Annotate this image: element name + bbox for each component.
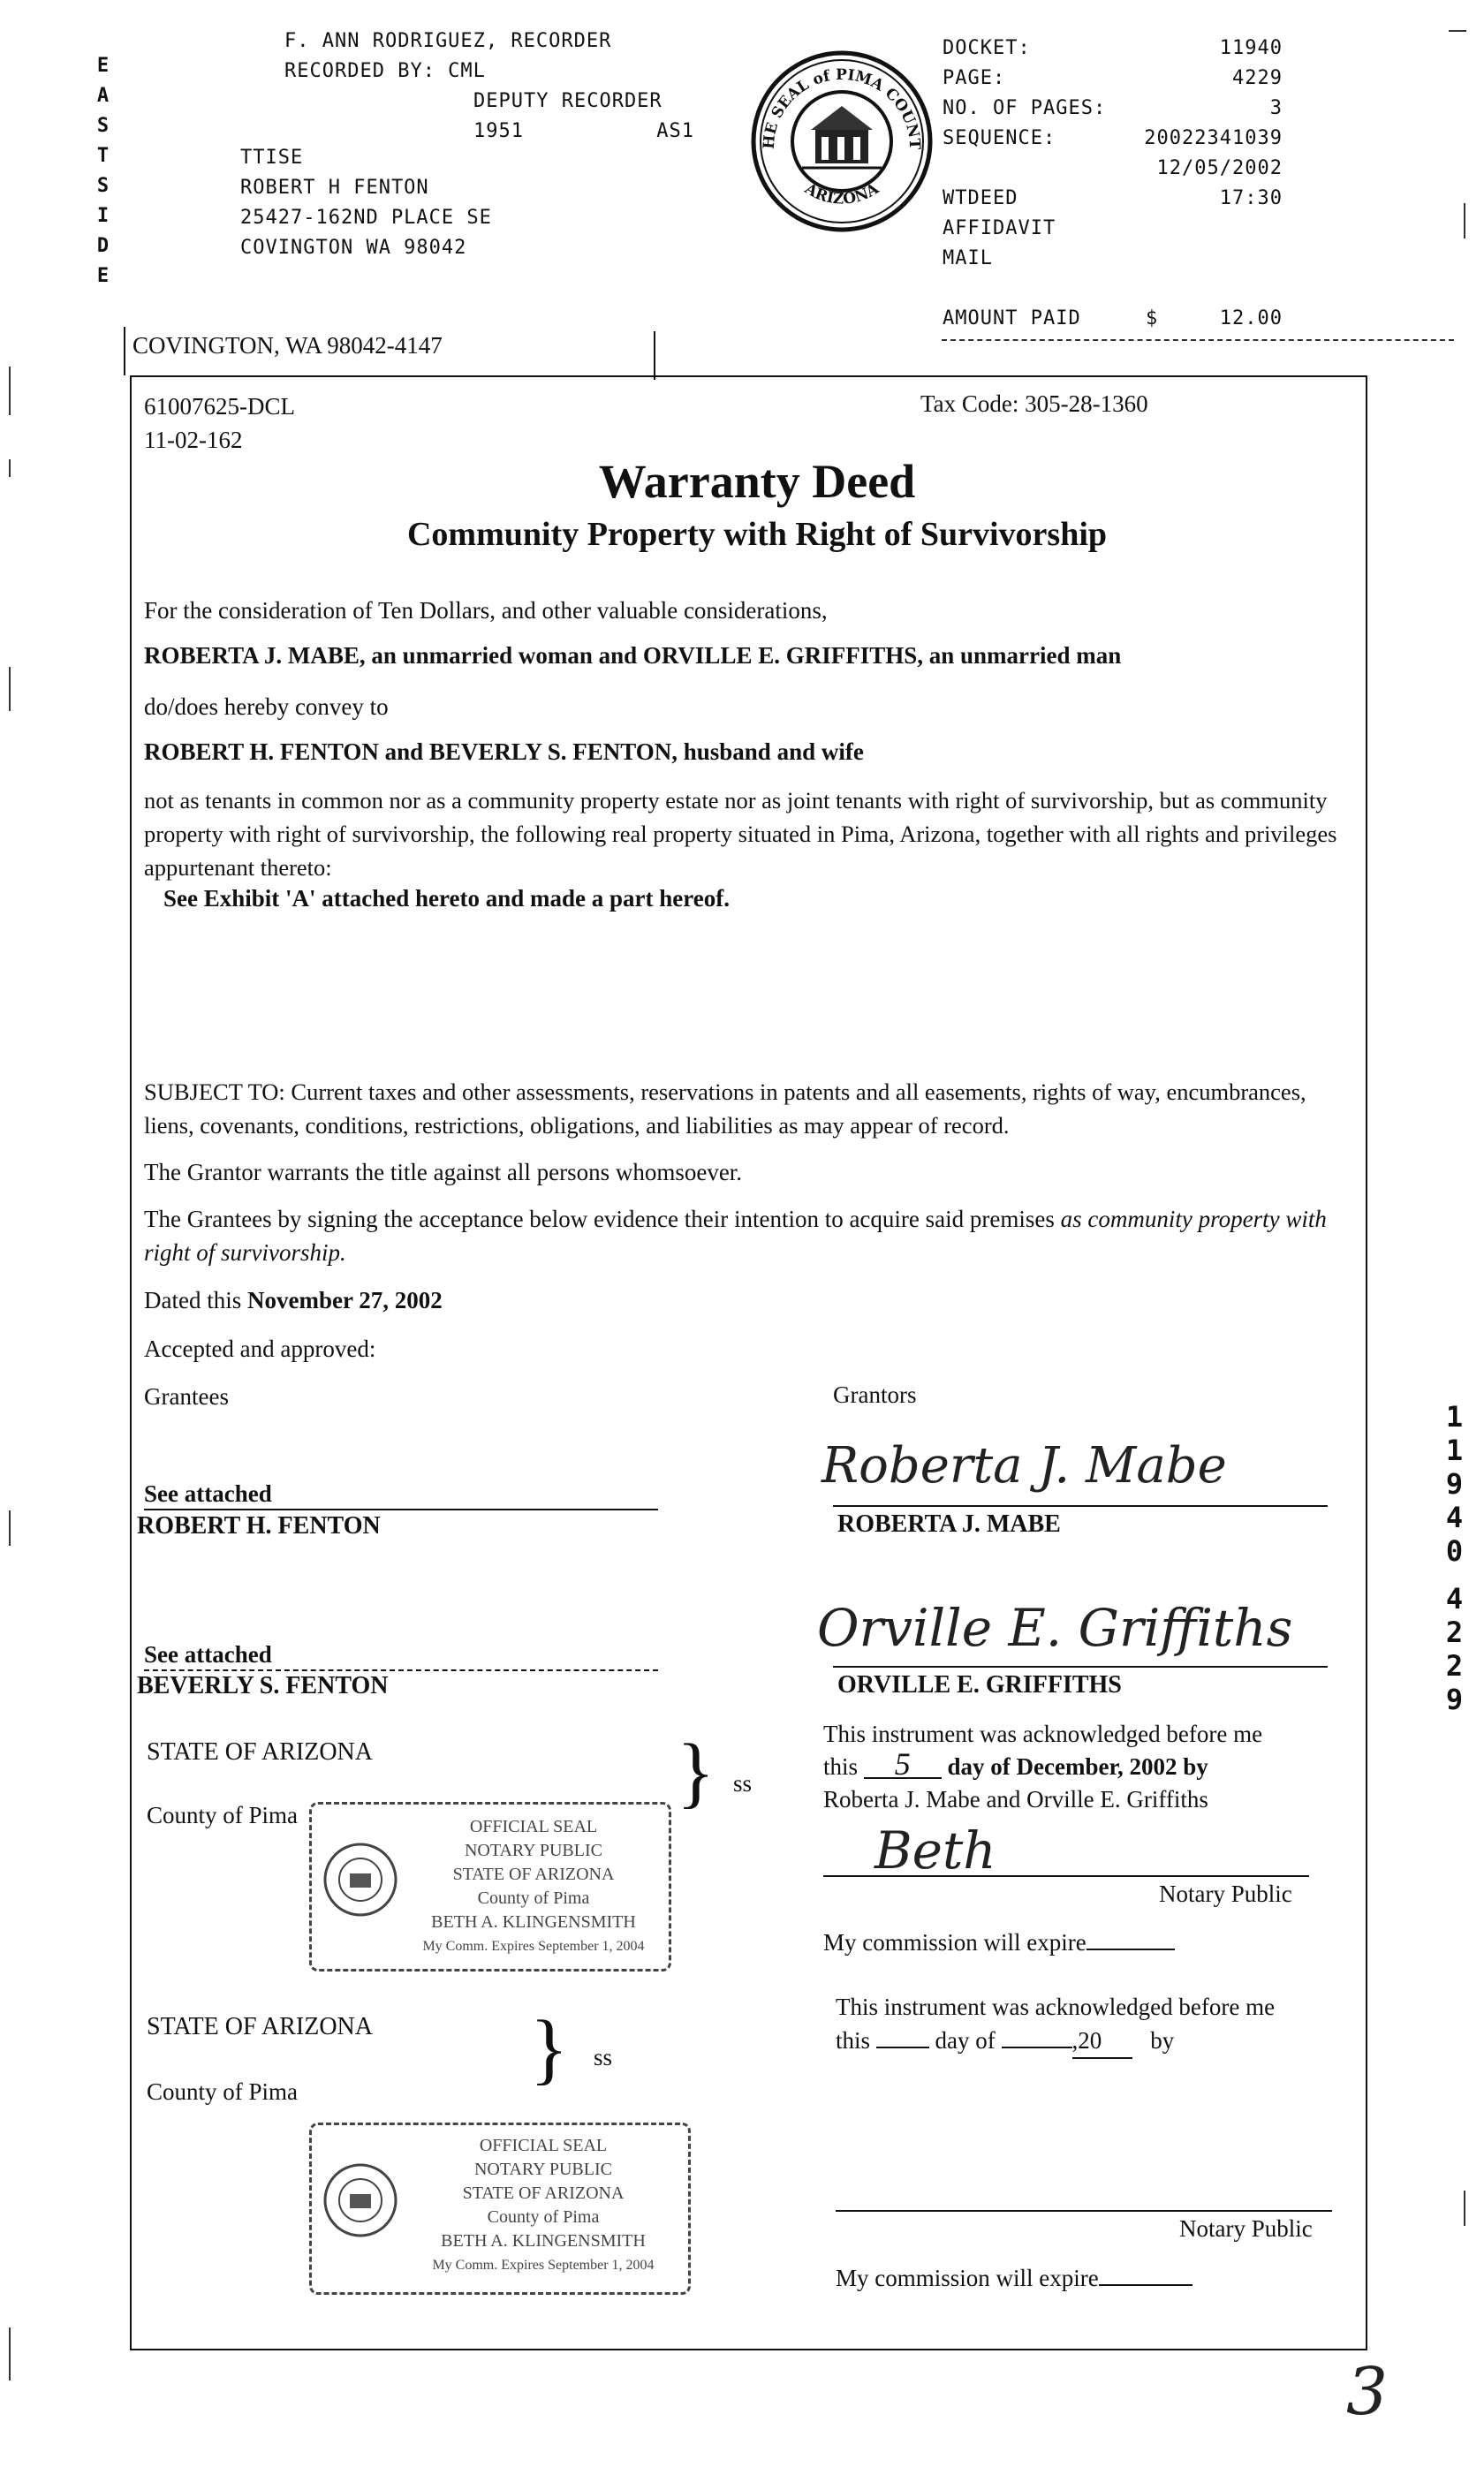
dated-value: November 27, 2002 [246,1287,443,1313]
amount-paid-row [943,304,1283,334]
grantees-label: Grantees [144,1383,229,1410]
notary1-commission: My commission will expire [823,1926,1175,1959]
grantee2-name: BEVERLY S. FENTON [137,1672,389,1699]
docket-value: 3 [1269,97,1283,119]
return-line: COVINGTON WA 98042 [240,237,467,259]
recorder-block [284,26,708,147]
recorder-code-right: AS1 [656,120,694,142]
notary1-day-value: 5 [864,1751,942,1779]
side-letter: D [96,235,110,257]
notary1-day-of: day of December, 2002 by [947,1753,1208,1780]
deed-subtitle: Community Property with Right of Survivorship [406,516,1108,553]
dated-label: Dated this [144,1287,242,1313]
side-letter: S [96,175,110,197]
svg-text:ARIZONA [801,179,883,208]
notary-stamp-2 [309,2123,691,2295]
notary2-day-of: day of [935,2027,996,2054]
scan-mark [9,2327,11,2380]
grantor1-name: ROBERTA J. MABE [837,1510,1061,1538]
margin-digit: 2 [1445,1649,1465,1683]
notary2-month-blank [1002,2024,1072,2048]
notary2-commission: My commission will expire [836,2261,1192,2295]
docket-row [943,64,1283,94]
docket-value: 17:30 [1219,187,1283,209]
grantors-label: Grantors [833,1381,917,1408]
grantor2-signature: Orville E. Griffiths [817,1598,1293,1658]
notary1-day-line [823,1746,1353,1783]
notary2-day-line [836,2024,1366,2059]
file-number-2: 11-02-162 [144,427,243,453]
docket-value: 4229 [1232,67,1283,89]
notary2-this: this [836,2027,871,2054]
notary1-ack: This instrument was acknowledged before me [823,1721,1263,1747]
acceptance-italic: as community property with right of survivorship. [144,1206,1327,1266]
stamp-line: BETH A. KLINGENSMITH [431,1912,636,1932]
file-number: 61007625-DCL [144,393,295,420]
scan-mark [9,367,11,415]
deputy-recorder: DEPUTY RECORDER [473,90,662,112]
notary2-ss: ss [594,2044,613,2070]
grantee1-name: ROBERT H. FENTON [137,1512,381,1540]
docket-label: DOCKET: [943,37,1031,59]
docket-row [943,124,1283,154]
stamp-line: OFFICIAL SEAL [479,2136,608,2155]
seal-text-bottom: ARIZONA [801,179,882,208]
notary1-signature: Beth [874,1820,996,1881]
stamp-line: STATE OF ARIZONA [452,1865,615,1884]
eastside-vertical-text [93,51,114,291]
side-letter: S [96,115,110,137]
notary2-county: County of Pima [147,2078,299,2105]
docket-label: SEQUENCE: [943,127,1056,149]
notary2-day-blank [876,2024,929,2048]
scan-mark [1464,2191,1465,2226]
notary1-ss: ss [733,1770,753,1797]
notary1-public: Notary Public [1159,1881,1292,1907]
docket-label: AFFIDAVIT [943,217,1056,239]
notary2-public: Notary Public [1179,2215,1313,2242]
amount-underline [942,339,1454,341]
docket-label: PAGE: [943,67,1006,89]
margin-digit: 1 [1445,1434,1465,1467]
grantee2-signature-line [144,1638,658,1671]
acceptance-main: The Grantees by signing the acceptance below evidence their intention to acquire said premises [144,1206,1055,1232]
warrants-text: The Grantor warrants the title against all persons whomsoever. [144,1159,743,1185]
side-letter: I [96,205,110,227]
stamp-line: NOTARY PUBLIC [473,2160,612,2179]
amount-paid-label: AMOUNT PAID [943,307,1081,329]
side-letter: E [96,265,110,287]
address-box-right-border [654,331,655,380]
margin-digit: 0 [1445,1534,1465,1568]
docket-row [943,244,1283,274]
recorder-code-left: 1951 [473,120,524,142]
notary2-state: STATE OF ARIZONA [147,2013,373,2040]
subject-to-text: SUBJECT TO: Current taxes and other assessments, reservations in patents and all easements, rights of way, encumbrances, liens, covenants, conditions, restrictions, obligations, and liabilities as may appear of record. [144,1078,1306,1139]
margin-digit: 4 [1445,1501,1465,1534]
stamp-line: OFFICIAL SEAL [469,1817,598,1836]
docket-row [943,154,1283,184]
notary2-by: by [1150,2027,1175,2054]
recorder-name: F. ANN RODRIGUEZ, RECORDER [284,30,612,52]
return-address [240,143,611,263]
amount-paid-value: 12.00 [1219,307,1283,329]
margin-digit: 9 [1445,1467,1465,1501]
margin-docket-number [1440,1400,1470,1716]
deed-title: Warranty Deed [598,455,916,508]
amount-currency: $ [1146,307,1159,329]
docket-label: MAIL [943,247,993,269]
seal-text-top: HE SEAL of PIMA COUNT [760,65,924,150]
exhibit-text: See Exhibit 'A' attached hereto and made a part hereof. [163,885,730,912]
notary1-names: Roberta J. Mabe and Orville E. Griffiths [823,1786,1208,1813]
stamp-line: BETH A. KLINGENSMITH [441,2231,646,2251]
stamp-line: County of Pima [477,1888,590,1908]
docket-row [943,184,1283,214]
seal-graphic [749,49,935,234]
tenancy-text: not as tenants in common nor as a community property estate nor as joint tenants with right of survivorship, but as community property with right of survivorship, the following real property situated in Pima, Arizona, together with all rights and privileges appurtenant thereto: [144,787,1337,881]
notary-stamp-1 [309,1802,671,1972]
accepted-label: Accepted and approved: [144,1336,376,1362]
notary1-county: County of Pima [147,1802,299,1828]
notary2-ack: This instrument was acknowledged before me [836,1994,1276,2020]
stamp-line: STATE OF ARIZONA [462,2183,625,2203]
margin-digit: 2 [1445,1616,1465,1649]
docket-block [943,34,1296,334]
stamp-line: My Comm. Expires September 1, 2004 [422,1939,645,1954]
address-box-top-border [124,327,125,375]
scan-mark [9,1510,11,1546]
stamp-seal-icon [321,2161,400,2240]
tax-code: Tax Code: 305-28-1360 [920,390,1148,417]
margin-digit: 9 [1445,1683,1465,1716]
grantors-names: ROBERTA J. MABE, an unmarried woman and ORVILLE E. GRIFFITHS, an unmarried man [144,642,1122,669]
notary2-year: ,20 [1072,2024,1132,2059]
scan-mark [1464,203,1465,238]
docket-label: NO. OF PAGES: [943,97,1107,119]
side-letter: T [96,145,110,167]
grantee1-signature-line [144,1477,658,1510]
return-line: ROBERT H FENTON [240,177,429,199]
side-letter: A [96,85,110,107]
notary1-state: STATE OF ARIZONA [147,1738,373,1766]
grantor2-name: ORVILLE E. GRIFFITHS [837,1671,1122,1699]
return-line: 25427-162ND PLACE SE [240,207,492,229]
docket-label: WTDEED [943,187,1018,209]
see-attached-2: See attached [144,1641,272,1668]
dated-line [144,1283,939,1317]
scan-mark [9,459,11,477]
docket-value: 11940 [1219,37,1283,59]
scan-mark [9,667,11,711]
address-box-text: COVINGTON, WA 98042-4147 [132,332,443,359]
recorder-codes [284,117,694,147]
see-attached-1: See attached [144,1480,272,1507]
acceptance-text [144,1202,1363,1269]
scan-mark [1449,30,1466,32]
recorded-by: RECORDED BY: CML [284,60,486,82]
docket-row [943,214,1283,244]
notary2-brace: } [530,2005,569,2093]
margin-digit: 4 [1445,1582,1465,1616]
docket-row [943,34,1283,64]
stamp-line: My Comm. Expires September 1, 2004 [432,2258,655,2273]
docket-row [943,94,1283,124]
convey-text: do/does hereby convey to [144,693,389,720]
stamp-line: County of Pima [487,2207,600,2227]
pima-county-seal [749,49,935,234]
docket-value: 12/05/2002 [1156,157,1283,179]
notary1-brace: } [677,1729,716,1816]
stamp-seal-icon [321,1840,400,1919]
stamp-line: NOTARY PUBLIC [464,1841,602,1860]
notary1-this: this [823,1753,859,1780]
docket-value: 20022341039 [1144,127,1283,149]
page-number: 3 [1346,2354,1389,2430]
margin-digit: 1 [1445,1400,1465,1434]
side-letter: E [96,55,110,77]
return-line: TTISE [240,147,304,169]
grantor1-signature: Roberta J. Mabe [822,1437,1227,1495]
consideration-text: For the consideration of Ten Dollars, and other valuable considerations, [144,597,828,624]
grantees-names: ROBERT H. FENTON and BEVERLY S. FENTON, husband and wife [144,738,864,765]
